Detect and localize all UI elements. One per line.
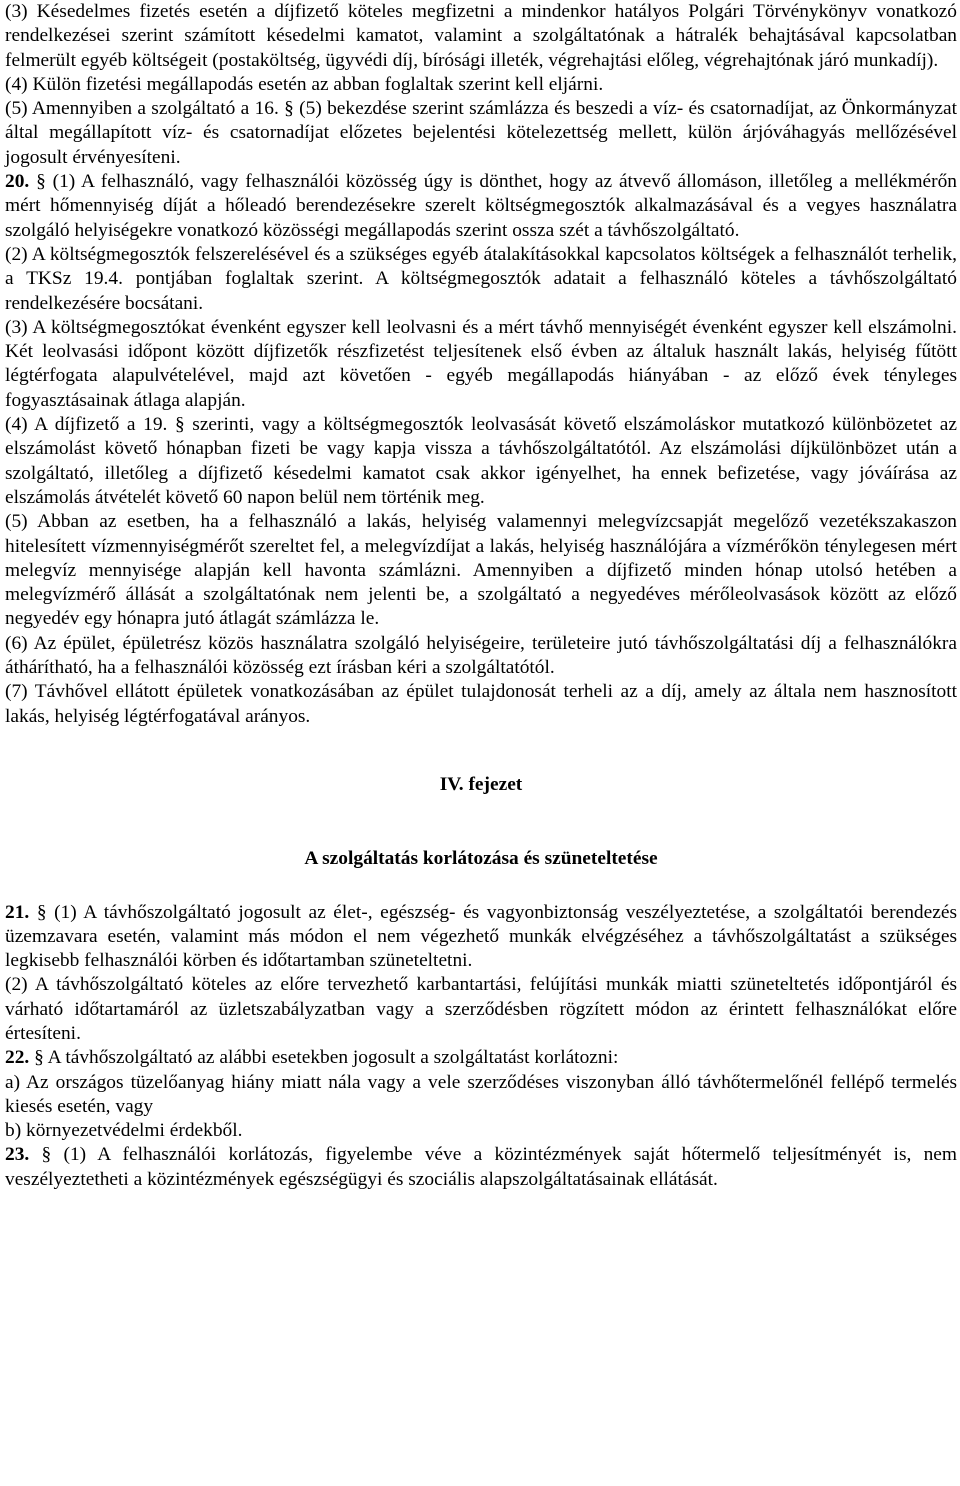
paragraph-20-2: (2) A költségmegosztók felszerelésével és a szükséges egyéb átalakításokkal kapcsolatos költségek a felhasználót terhelik, a TKSz 19.4. pontjában foglaltak szerint. A költségmegosztók adatait a felhasználó köteles a távhőszolgáltató rendelkezésére bocsátani. xyxy=(5,243,957,314)
paragraph-20-4: (4) A díjfizető a 19. § szerinti, vagy a költségmegosztók leolvasását követő elszámoláskor mutatkozó különbözetet az elszámolást követő hónapban fizeti be vagy kapja vissza a távhőszolgáltatótól. Az elszámolási díjkülönbözet után a szolgáltató, illetőleg a díjfizető késedelmi kamatot csak akkor igényelhet, ha ennek befizetése, vagy jóváírása az elszámolás átvételét követő 60 napon belül nem történik meg. xyxy=(5,414,957,508)
paragraph-20-6: (6) Az épület, épületrész közös használatra szolgáló helyiségeire, területeire jutó távhőszolgáltatási díj a felhasználókra áthárítható, ha a felhasználói közösség ezt írásban kéri a szolgáltatótól. xyxy=(5,632,957,679)
chapter-number: IV. fejezet xyxy=(439,773,523,795)
section-number: 23. xyxy=(5,1144,30,1166)
section-text: § (1) A felhasználó, vagy felhasználói közösség úgy is dönthet, hogy az átvevő állomáson, illetőleg a mellékmérőn mért hőmennyiség díját a hőleadó berendezésekre szerelt költségmegosztók alkalmazásával és a vegyes használatra szolgáló helyiségekre vonatkozó közösségi megállapodás szerint ossza szét a távhőszolgáltató. xyxy=(5,171,957,241)
paragraph-19-4: (4) Külön fizetési megállapodás esetén az abban foglaltak szerint kell eljárni. xyxy=(5,73,604,95)
section-text: § (1) A felhasználói korlátozás, figyelembe véve a közintézmények saját hőtermelő teljesítményét is, nem veszélyeztetheti a közintézmények egészségügyi és szociális alapszolgáltatásainak ellátását. xyxy=(5,1144,957,1190)
section-21-paragraph-1 xyxy=(5,901,957,974)
section-20-paragraph-1 xyxy=(5,170,957,243)
paragraph-20-7: (7) Távhővel ellátott épületek vonatkozásában az épület tulajdonosát terheli az a díj, amely az általa nem hasznosított lakás, helyiség légtérfogatával arányos. xyxy=(5,681,957,727)
paragraph-21-2: (2) A távhőszolgáltató köteles az előre tervezhető karbantartási, felújítási munkák miatti szüneteltetés időpontjáról és várható időtartamáról az üzletszabályzatban vagy a szerződésben rögzített módon az érintett felhasználókat előre értesíteni. xyxy=(5,974,957,1044)
paragraph-20-5: (5) Abban az esetben, ha a felhasználó a lakás, helyiség valamennyi melegvízcsapját megelőző vezetékszakaszon hitelesített vízmennyiségmérőt szereltet fel, a melegvízdíjat a lakás, helyiség használójára a vízmérőkön ténylegesen mért melegvíz mennyisége alapján kell havonta számlázni. Amennyiben a díjfizető minden hónap utolsó hetében a melegvízmérő állását a szolgáltatónak nem jelenti be, a szolgáltató a negyedéves mérőleolvasások között az előző negyedév egy hónapra jutó átlagát számlázza le. xyxy=(5,511,957,630)
section-text: § A távhőszolgáltató az alábbi esetekben jogosult a szolgáltatást korlátozni: xyxy=(29,1047,619,1069)
section-text: § (1) A távhőszolgáltató jogosult az élet-, egészség- és vagyonbiztonság veszélyeztetése, a szolgáltatói berendezés üzemzavara esetén, valamint más módon el nem végezhető munkák elvégzéséhez a távhőszolgáltatást a szükséges legkisebb felhasználói körben és időtartamban szüneteltetni. xyxy=(5,901,957,972)
section-number: 22. xyxy=(5,1047,30,1069)
chapter-title: A szolgáltatás korlátozása és szüneteltetése xyxy=(304,848,658,870)
paragraph-19-3: (3) Késedelmes fizetés esetén a díjfizető köteles megfizetni a mindenkor hatályos Polgári Törvénykönyv vonatkozó rendelkezései szerint számított késedelmi kamatot, valamint a szolgáltatónak a hátralék behajtásával kapcsolatban felmerült egyéb költségeit (postaköltség, ügyvédi díj, bírósági illeték, végrehajtási előleg, végrehajtónak járó munkadíj). xyxy=(5,1,957,71)
list-item-22-b: b) környezetvédelmi érdekből. xyxy=(5,1120,243,1142)
document-page xyxy=(5,0,957,1192)
section-22 xyxy=(5,1046,957,1070)
section-23-paragraph-1 xyxy=(5,1143,957,1192)
section-number: 20. xyxy=(5,171,30,193)
paragraph-20-3: (3) A költségmegosztókat évenként egyszer kell leolvasni és a mért távhő mennyiségét évenként egyszer kell elszámolni. Két leolvasási időpont között díjfizetők részfizetést teljesítenek első évben az általuk használt lakás, helyiség fűtött légtérfogata alapulvételével, majd azt követően - egyéb megállapodás hiányában - az előző évek tényleges fogyasztásainak átlaga alapján. xyxy=(5,316,957,411)
section-number: 21. xyxy=(5,901,30,923)
list-item-22-a: a) Az országos tüzelőanyag hiány miatt nála vagy a vele szerződéses viszonyban álló távhőtermelőnél fellépő termelés kiesés esetén, vagy xyxy=(5,1071,957,1117)
paragraph-19-5: (5) Amennyiben a szolgáltató a 16. § (5) bekezdése szerint számlázza és beszedi a víz- és csatornadíjat, az Önkormányzat által megállapított víz- és csatornadíjat előzetes bejelentési kötelezettség mellett, külön árjóváhagyás mellőzésével jogosult érvényesíteni. xyxy=(5,98,957,168)
